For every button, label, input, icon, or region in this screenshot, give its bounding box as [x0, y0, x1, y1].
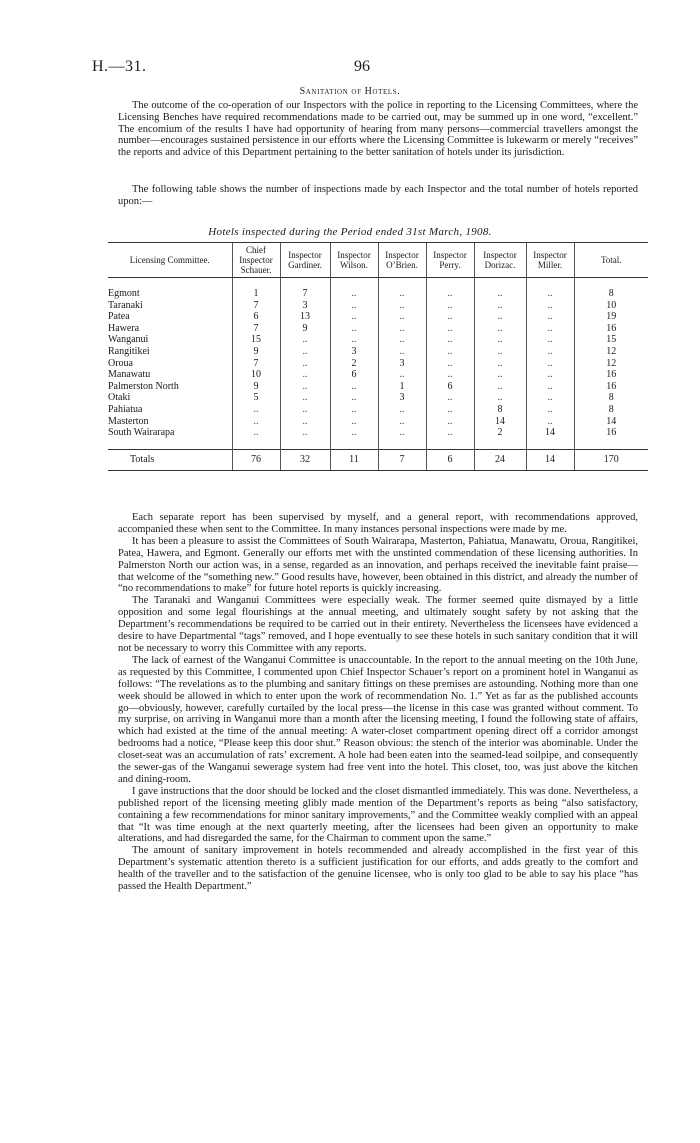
table-cell: .. — [526, 369, 574, 381]
table-cell: .. — [232, 404, 280, 416]
table-cell: 15 — [232, 334, 280, 346]
table-cell: .. — [526, 404, 574, 416]
table-body — [108, 278, 648, 471]
table-cell: .. — [280, 381, 330, 393]
body-paragraph: Each separate report has been supervised by myself, and a general report, with recommendations approved, accompanied these when sent to the Committee. In many instances personal inspections were made by me. — [118, 512, 638, 535]
table-cell: .. — [426, 334, 474, 346]
table-cell: .. — [426, 346, 474, 358]
table-row — [108, 381, 648, 393]
committee-name: Pahiatua — [108, 403, 143, 415]
table-cell: .. — [280, 404, 330, 416]
table-cell: 10 — [232, 369, 280, 381]
table-row — [108, 311, 648, 323]
total-cell: 32 — [280, 449, 330, 470]
table-cell: 8 — [474, 404, 526, 416]
table-cell: .. — [378, 323, 426, 335]
committee-name: Hawera — [108, 322, 140, 334]
table-cell: .. — [330, 404, 378, 416]
table-cell: 14 — [574, 416, 648, 428]
table-cell: .. — [426, 300, 474, 312]
table-cell: 9 — [280, 323, 330, 335]
committee-name: Otaki — [108, 392, 131, 404]
table-cell: .. — [474, 311, 526, 323]
intro-paragraph: The following table shows the number of inspections made by each Inspector and the total number of hotels reported upon:— — [118, 184, 638, 207]
table-cell: .. — [426, 311, 474, 323]
table-cell: .. — [330, 381, 378, 393]
table-cell: 2 — [474, 427, 526, 439]
committee-name: Manawatu — [108, 369, 151, 381]
table-cell: 3 — [378, 358, 426, 370]
total-cell: 6 — [426, 449, 474, 470]
table-cell: .. — [378, 427, 426, 439]
table-cell: .. — [330, 334, 378, 346]
table-cell: 14 — [526, 427, 574, 439]
table-cell: .. — [526, 381, 574, 393]
table-cell: 6 — [330, 369, 378, 381]
table-cell: .. — [526, 288, 574, 300]
table-cell: .. — [378, 288, 426, 300]
committee-name: Wanganui — [108, 334, 149, 346]
table-cell: 7 — [280, 288, 330, 300]
table-cell: .. — [378, 334, 426, 346]
table-cell: .. — [426, 369, 474, 381]
table-row — [108, 323, 648, 335]
committee-name: Egmont — [108, 288, 140, 299]
body-paragraph: I gave instructions that the door should be locked and the closet dismantled immediately. This was done. Nevertheless, a published report of the licensing meeting glibly made mention of the Department’s reports as being “also satisfactory, containing a few recommendations for minor sanitary improvements,” and the Committee weakly complied with an appeal that “It was time enough at the next quarterly meeting, after the licensees had been given an opportunity to make alterations, and had disregarded the same, for the Chairman to comment upon the same.” — [118, 785, 638, 845]
body-paragraph: The lack of earnest of the Wanganui Committee is unaccountable. In the report to the annual meeting on the 10th June, as requested by this Committee, I commented upon Chief Inspector Schauer’s report on a prominent hotel in Wanganui as follows: “The revelations as to the plumbing and sanitary fittings on these premises are astounding. Nothing more than one week should be allowed in which to enter upon the work of recommendation No. 1.” Yet as far as the published accounts go—obviously, however, carefully curtailed by the local press—the license in this case was granted without comment. To my surprise, on arriving in Wanganui more than a month after the licensing meeting, I found the following state of affairs, which had existed at the time of the annual meeting: A water-closet compartment opening direct off a corridor amongst bedrooms had a notice, “Please keep this door shut.” Reason obvious: the stench of the interior was abominable. Under the closet-seat was an accumulation of rats’ excrement. A hole had been eaten into the seamed-lead soilpipe, and consequently the sewer-gas of the Wanganui sewerage system had free vent into the hotel. This closet, too, was just above the kitchen and dining-room. — [118, 654, 638, 785]
table-cell: 1 — [232, 288, 280, 300]
section-title: Sanitation of Hotels. — [299, 86, 401, 97]
totals-label: Totals — [108, 449, 232, 470]
committee-name: Rangitikei — [108, 345, 150, 357]
table-cell: 12 — [574, 346, 648, 358]
table-cell: 3 — [378, 392, 426, 404]
table-cell: .. — [474, 392, 526, 404]
table-cell: 15 — [574, 334, 648, 346]
table-header-row — [108, 243, 648, 278]
table-cell: 3 — [330, 346, 378, 358]
totals-row — [108, 449, 648, 470]
table-cell: .. — [474, 358, 526, 370]
table-row — [108, 369, 648, 381]
column-header: Total. — [574, 243, 648, 278]
table-cell: .. — [378, 300, 426, 312]
table-cell: .. — [474, 381, 526, 393]
table-cell: .. — [330, 427, 378, 439]
table-cell: .. — [378, 369, 426, 381]
table-row — [108, 392, 648, 404]
table-cell: .. — [330, 392, 378, 404]
table-cell: .. — [426, 358, 474, 370]
column-header: Inspector Dorizac. — [474, 243, 526, 278]
total-cell: 14 — [526, 449, 574, 470]
page-header — [92, 58, 638, 80]
table-cell: .. — [426, 427, 474, 439]
table-cell: 9 — [232, 381, 280, 393]
table-cell: .. — [280, 392, 330, 404]
table-cell: .. — [330, 416, 378, 428]
table-cell: 6 — [426, 381, 474, 393]
total-cell: 76 — [232, 449, 280, 470]
table-cell: .. — [330, 323, 378, 335]
table-cell: .. — [330, 288, 378, 300]
table-cell: 7 — [232, 300, 280, 312]
table-cell: 8 — [574, 392, 648, 404]
table-cell: .. — [426, 323, 474, 335]
table-cell: 1 — [378, 381, 426, 393]
table-cell: 16 — [574, 381, 648, 393]
table-cell: .. — [280, 369, 330, 381]
table-cell: 6 — [232, 311, 280, 323]
column-header: Inspector Gardiner. — [280, 243, 330, 278]
table-cell: .. — [474, 300, 526, 312]
table-cell: .. — [526, 416, 574, 428]
table-cell: 2 — [330, 358, 378, 370]
table-cell: .. — [474, 346, 526, 358]
table-cell: .. — [280, 358, 330, 370]
table-cell: .. — [378, 311, 426, 323]
committee-name: Patea — [108, 311, 130, 323]
column-header: Inspector O’Brien. — [378, 243, 426, 278]
committee-name: Masterton — [108, 415, 149, 427]
table-row — [108, 346, 648, 358]
table-cell: 10 — [574, 300, 648, 312]
table-row — [108, 300, 648, 312]
table-cell: .. — [526, 311, 574, 323]
total-cell: 7 — [378, 449, 426, 470]
body-paragraph: It has been a pleasure to assist the Committees of South Wairarapa, Masterton, Pahiatua, Manawatu, Oroua, Rangitikei, Patea, Hawera, and Egmont. Generally our efforts met with the unstinted commendation of these licensing authorities. In Palmerston North our action was, in a sense, regarded as an innovation, and perhaps received the inevitable faint praise—that welcome of the “something new.” Good results have, however, been obtained in this district, and already the number of “no recommendations to make” for future hotel reports is quickly increasing. — [118, 535, 638, 595]
table-cell: 3 — [280, 300, 330, 312]
table-cell: 13 — [280, 311, 330, 323]
column-header: Inspector Miller. — [526, 243, 574, 278]
committee-name: Taranaki — [108, 299, 143, 311]
column-header: Inspector Perry. — [426, 243, 474, 278]
table-row — [108, 427, 648, 439]
table-cell: .. — [232, 416, 280, 428]
table-cell: 16 — [574, 323, 648, 335]
table-cell: .. — [426, 404, 474, 416]
table-cell: 7 — [232, 358, 280, 370]
table-cell: .. — [378, 416, 426, 428]
table-cell: 12 — [574, 358, 648, 370]
column-header: Licensing Committee. — [108, 243, 232, 278]
page-number: 96 — [354, 58, 370, 75]
table-cell: .. — [280, 346, 330, 358]
table-cell: .. — [280, 416, 330, 428]
table-cell: .. — [526, 323, 574, 335]
committee-name: Palmerston North — [108, 380, 179, 392]
table-cell: .. — [280, 334, 330, 346]
total-cell: 170 — [574, 449, 648, 470]
table-cell: .. — [330, 311, 378, 323]
table-cell: 8 — [574, 288, 648, 300]
table-cell: .. — [526, 334, 574, 346]
hotels-inspected-table — [108, 242, 648, 471]
committee-name: Oroua — [108, 357, 133, 369]
table-cell: .. — [474, 323, 526, 335]
table-cell: .. — [474, 334, 526, 346]
table-title: Hotels inspected during the Period ended 31st March, 1908. — [208, 226, 492, 238]
table-cell: .. — [526, 300, 574, 312]
table-cell: 5 — [232, 392, 280, 404]
table-cell: .. — [526, 392, 574, 404]
body-text — [118, 512, 638, 893]
table-cell: 7 — [232, 323, 280, 335]
table-cell: 14 — [474, 416, 526, 428]
table-cell: .. — [426, 392, 474, 404]
table-cell: 19 — [574, 311, 648, 323]
table-cell: .. — [378, 404, 426, 416]
total-cell: 11 — [330, 449, 378, 470]
table-row — [108, 288, 648, 300]
table-cell: 16 — [574, 369, 648, 381]
table-cell: .. — [232, 427, 280, 439]
table-cell: 16 — [574, 427, 648, 439]
committee-name: South Wairarapa — [108, 427, 175, 439]
table-cell: .. — [526, 346, 574, 358]
table-cell: .. — [474, 288, 526, 300]
table-cell: .. — [280, 427, 330, 439]
table-row — [108, 334, 648, 346]
body-paragraph: The amount of sanitary improvement in hotels recommended and already accomplished in the first year of this Department’s systematic attention thereto is a sufficient justification for our efforts, and adds greatly to the comfort and health of the traveller and to the satisfaction of the genuine licensee, who is only too glad to be able to say his place “has passed the Health Department.” — [118, 845, 638, 893]
column-header: Inspector Wilson. — [330, 243, 378, 278]
column-header: Chief Inspector Schauer. — [232, 243, 280, 278]
table-cell: .. — [474, 369, 526, 381]
table-row — [108, 358, 648, 370]
table-cell: .. — [426, 416, 474, 428]
table-cell: .. — [378, 346, 426, 358]
table-cell: .. — [330, 300, 378, 312]
table-row — [108, 416, 648, 428]
table-cell: .. — [526, 358, 574, 370]
table-cell: 8 — [574, 404, 648, 416]
table-row — [108, 404, 648, 416]
intro-paragraph: The outcome of the co-operation of our Inspectors with the police in reporting to the Licensing Committees, where the Licensing Benches have required recommendations made to be carried out, may be summed up in one word, “excellent.” The encomium of the results I have had opportunity of hearing from many persons—commercial travellers amongst the number—encourages sustained persistence in our efforts where the Licensing Committee is lukewarm or merely “receives” the reports and advice of this Department pertaining to the better sanitation of hotels under its jurisdiction. — [118, 100, 638, 159]
table-cell: .. — [426, 288, 474, 300]
total-cell: 24 — [474, 449, 526, 470]
document-reference: H.—31. — [92, 58, 147, 75]
body-paragraph: The Taranaki and Wanganui Committees were especially weak. The former seemed quite dismayed by a little opposition and some legal flourishings at the annual meeting, and ultimately sought safety by not asking that the Department’s recommendations be required to be carried out in their entirety. Nevertheless the licensees have evidenced a desire to have Departmental “tags” removed, and I hope eventually to see these hotels in such sanitary condition that it will not be necessary to worry this Committee with any reports. — [118, 595, 638, 654]
table-cell: 9 — [232, 346, 280, 358]
